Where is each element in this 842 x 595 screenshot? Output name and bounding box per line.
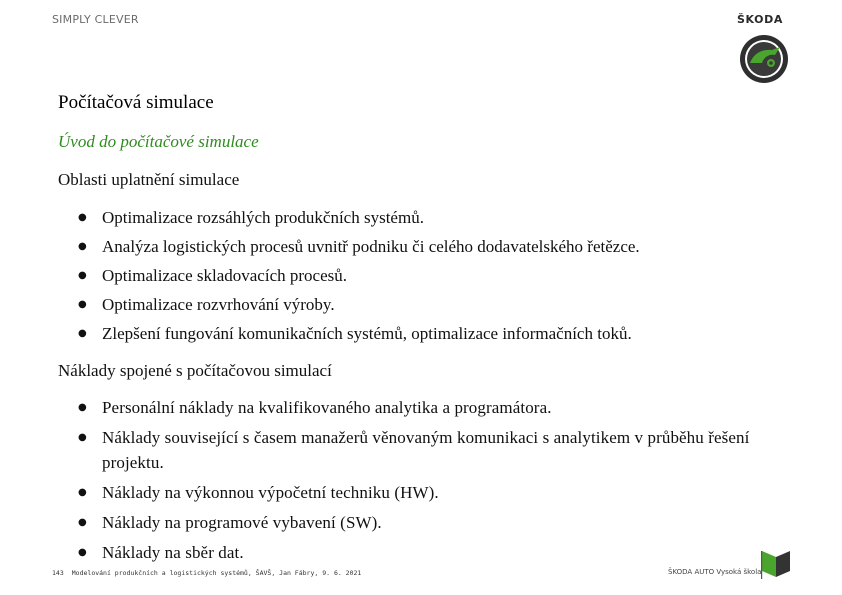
- list-item-text: Personální náklady na kvalifikovaného analytika a programátora.: [102, 398, 552, 417]
- costs-list: [78, 395, 808, 570]
- list-item: [78, 261, 818, 290]
- footer-text: Modelování produkčních a logistických systémů, ŠAVŠ, Jan Fábry, 9. 6. 2021: [71, 569, 362, 577]
- list-item: [78, 395, 808, 420]
- list-item: [78, 540, 808, 565]
- skoda-logo-icon: [738, 33, 790, 85]
- bullet-icon: ●: [78, 299, 87, 310]
- bullet-icon: ●: [78, 517, 87, 528]
- list-item: [78, 510, 808, 535]
- list-item: [78, 290, 818, 319]
- page-number: 143: [52, 569, 64, 577]
- section-heading-costs: Náklady spojené s počítačovou simulací: [58, 361, 332, 380]
- slide-subtitle: Úvod do počítačové simulace: [58, 132, 259, 151]
- list-item-text: Optimalizace skladovacích procesů.: [102, 266, 347, 285]
- list-item-text: Náklady na výkonnou výpočetní techniku (HW).: [102, 483, 439, 502]
- footer-brand: ŠKODA AUTO Vysoká škola: [668, 568, 762, 576]
- list-item: [78, 232, 818, 261]
- list-item: [78, 319, 818, 348]
- list-item-text: Optimalizace rozvrhování výroby.: [102, 295, 335, 314]
- bullet-icon: ●: [78, 547, 87, 558]
- section-heading-applications: Oblasti uplatnění simulace: [58, 170, 240, 189]
- list-item-text: Analýza logistických procesů uvnitř podniku či celého dodavatelského řetězce.: [102, 237, 640, 256]
- list-item-text: Náklady na sběr dat.: [102, 543, 244, 562]
- bullet-icon: ●: [78, 487, 87, 498]
- list-item-text: Náklady na programové vybavení (SW).: [102, 513, 382, 532]
- tagline: SIMPLY CLEVER: [52, 13, 139, 26]
- applications-list: [78, 203, 818, 348]
- slide-title: Počítačová simulace: [58, 92, 214, 113]
- bullet-icon: ●: [78, 432, 87, 443]
- bullet-icon: ●: [78, 270, 87, 281]
- footer: [52, 569, 361, 577]
- list-item: [78, 203, 818, 232]
- bullet-icon: ●: [78, 328, 87, 339]
- list-item-text: Optimalizace rozsáhlých produkčních systémů.: [102, 208, 424, 227]
- list-item-text: Zlepšení fungování komunikačních systémů, optimalizace informačních toků.: [102, 324, 632, 343]
- bullet-icon: ●: [78, 212, 87, 223]
- list-item: [78, 425, 808, 475]
- bullet-icon: ●: [78, 241, 87, 252]
- bullet-icon: ●: [78, 402, 87, 413]
- list-item: [78, 480, 808, 505]
- brand-name: ŠKODA: [737, 13, 783, 26]
- skoda-auto-university-flag-icon: [758, 549, 794, 579]
- list-item-text: Náklady související s časem manažerů věnovaným komunikaci s analytikem v průběhu řešení projektu.: [102, 428, 750, 472]
